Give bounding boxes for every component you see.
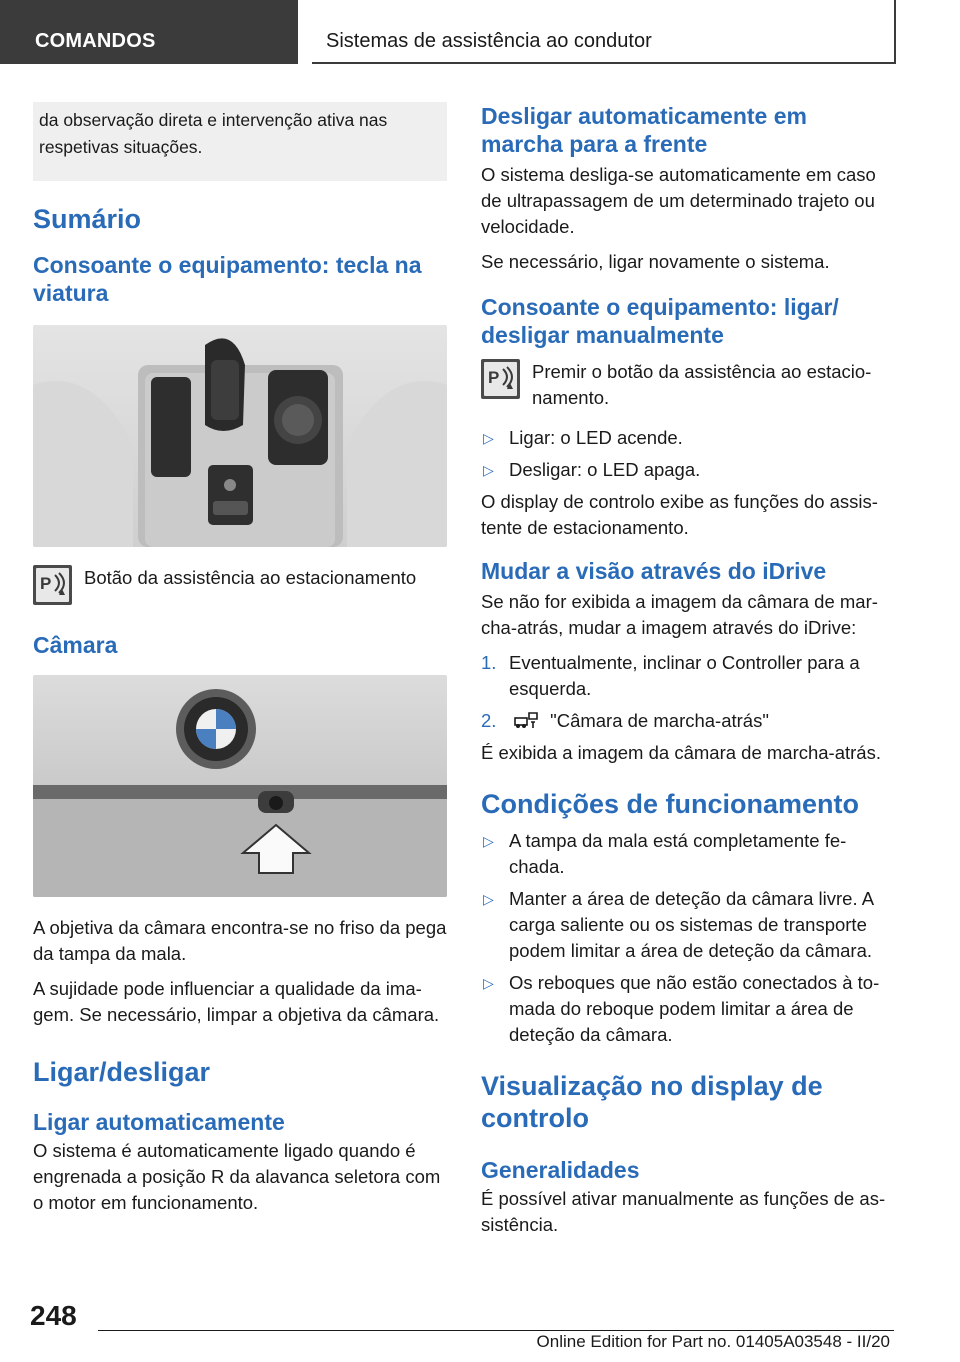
condicoes-list: [481, 828, 895, 1048]
manual-after-text: O display de controlo exibe as funções do assis-tente de estacionamento.: [481, 491, 878, 538]
heading-condicoes: Condições de funcionamento: [481, 789, 860, 819]
heading-desligar-auto: Desligar automaticamente em marcha para a frente: [481, 103, 807, 157]
right-column: [481, 102, 895, 1247]
camera-photo: [33, 675, 447, 897]
camara-paragraph-2: A sujidade pode influenciar a qualidade da ima-gem. Se necessário, limpar a objetiva da câmara.: [33, 978, 440, 1025]
parking-assist-icon: [33, 565, 72, 605]
heading-generalidades: Generalidades: [481, 1157, 640, 1183]
heading-camara: Câmara: [33, 632, 118, 658]
svg-text:P: P: [40, 574, 52, 593]
triangle-bullet-icon: ▷: [483, 833, 494, 849]
heading-manual: Consoante o equipamento: ligar/ desligar manualmente: [481, 294, 839, 348]
camara-paragraph-1: A objetiva da câmara encontra-se no friso da pega da tampa da mala.: [33, 917, 447, 964]
manual-instruction-text: Premir o botão da assistência ao estacio-namento.: [532, 361, 872, 408]
manual-instruction: [481, 359, 895, 411]
triangle-bullet-icon: ▷: [483, 975, 494, 991]
left-column: [33, 102, 447, 1225]
list-item: ▷ A tampa da mala está completamente fe-chada.: [483, 830, 847, 877]
list-item: 2. "Câmara de marcha-atrás": [481, 708, 895, 734]
manual-list: [481, 425, 895, 483]
parking-button-caption: [33, 565, 447, 605]
idrive-steps: [481, 650, 895, 734]
heading-idrive: Mudar a visão através do iDrive: [481, 558, 827, 584]
list-item: ▷ Os reboques que não estão conectados à to-mada do reboque podem limitar a área de deteção da câmara.: [483, 972, 880, 1045]
heading-sumario: Sumário: [33, 204, 142, 234]
step-number: 1.: [481, 652, 497, 673]
note-box: da observação direta e intervenção ativa nas respetivas situações.: [33, 102, 447, 181]
triangle-bullet-icon: ▷: [483, 891, 494, 907]
list-item: ▷ Desligar: o LED apaga.: [481, 457, 895, 483]
parking-assist-icon: [481, 359, 520, 399]
footer-edition: Online Edition for Part no. 01405A03548 - II/20: [536, 1332, 890, 1351]
list-item: 1. Eventualmente, inclinar o Controller para a esquerda.: [481, 652, 860, 699]
idrive-after-text: É exibida a imagem da câmara de marcha-atrás.: [481, 742, 881, 763]
heading-visualizacao: Visualização no display de controlo: [481, 1071, 823, 1133]
header-chapter-label: Sistemas de assistência ao condutor: [326, 30, 652, 52]
triangle-bullet-icon: ▷: [483, 462, 494, 478]
triangle-bullet-icon: ▷: [483, 430, 494, 446]
header-chapter: [312, 0, 896, 64]
svg-text:P: P: [488, 368, 500, 387]
heading-tecla: Consoante o equipamento: tecla na viatura: [33, 252, 422, 306]
desligar-paragraph-2: Se necessário, ligar novamente o sistema.: [481, 251, 830, 272]
ligar-auto-text: O sistema é automaticamente ligado quando é engrenada a posição R da alavanca seletora com o motor em funcionamento.: [33, 1140, 441, 1213]
page-number: 248: [30, 1300, 77, 1331]
console-photo: [33, 325, 447, 547]
footer-divider: [98, 1330, 894, 1331]
list-item: ▷ Ligar: o LED acende.: [481, 425, 895, 451]
heading-ligar-desligar: Ligar/desligar: [33, 1057, 211, 1087]
desligar-paragraph-1: O sistema desliga-se automaticamente em caso de ultrapassagem de um determinado trajeto ou velocidade.: [481, 164, 876, 237]
rear-camera-icon: [513, 710, 541, 730]
idrive-text: Se não for exibida a imagem da câmara de mar-cha-atrás, mudar a imagem através do iDrive:: [481, 591, 878, 638]
heading-ligar-auto: Ligar automaticamente: [33, 1109, 285, 1135]
header-section-label: COMANDOS: [35, 30, 156, 52]
step-number: 2.: [481, 710, 497, 731]
header-section: [0, 0, 298, 64]
generalidades-text: É possível ativar manualmente as funções de as-sistência.: [481, 1188, 886, 1235]
parking-button-caption-text: Botão da assistência ao estacionamento: [84, 567, 417, 588]
list-item: ▷ Manter a área de deteção da câmara livre. A carga saliente ou os sistemas de transporte podem limitar a área de deteção da câmara.: [483, 888, 874, 961]
